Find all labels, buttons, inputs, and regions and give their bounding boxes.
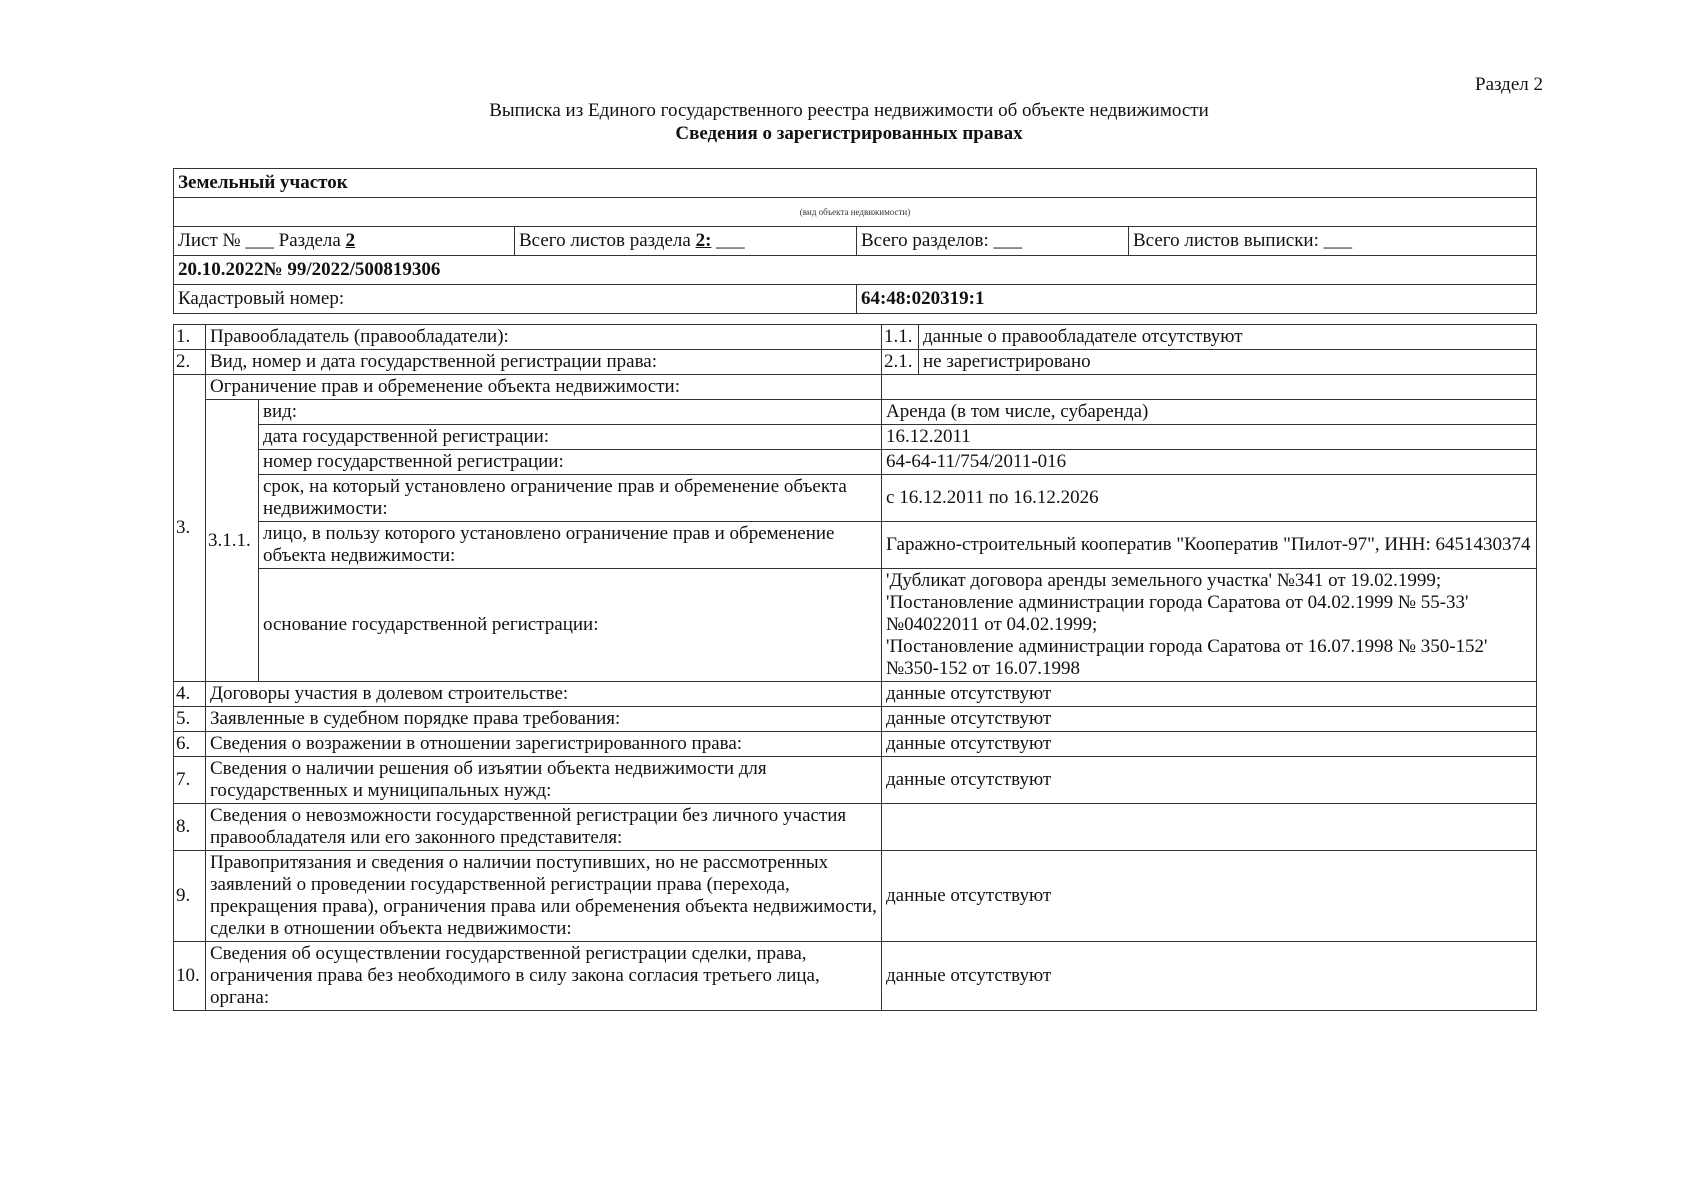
row-label: Договоры участия в долевом строительстве: (206, 682, 882, 707)
table-row (174, 475, 1537, 522)
row-value: данные отсутствуют (882, 757, 1537, 804)
table-row (174, 942, 1537, 1011)
date-number-row (174, 256, 1537, 285)
reg-number-value: 64-64-11/754/2011-016 (882, 450, 1537, 475)
sheet-number-label: Лист № ___ Раздела (178, 230, 341, 251)
reg-date-label: дата государственной регистрации: (259, 425, 882, 450)
object-type-caption: (вид объекта недвижимости) (174, 198, 1537, 227)
total-section-sheets-label: Всего листов раздела (519, 230, 691, 251)
row-label: Сведения об осуществлении государственной регистрации сделки, права, ограничения права без необходимого в силу закона согласия третьего лица, органа: (206, 942, 882, 1011)
basis-document-1: 'Дубликат договора аренды земельного участка' №341 от 19.02.1999; (886, 570, 1442, 591)
table-row (174, 425, 1537, 450)
section-number: 2 (345, 230, 356, 251)
row-label: Правообладатель (правообладатели): (206, 325, 882, 350)
total-sections: Всего разделов: ___ (857, 227, 1129, 256)
row-number: 7. (174, 757, 206, 804)
table-row (174, 350, 1537, 375)
reg-date-value: 16.12.2011 (882, 425, 1537, 450)
row-label: Сведения о возражении в отношении зарегистрированного права: (206, 732, 882, 757)
object-type-row (174, 169, 1537, 198)
term-value: с 16.12.2011 по 16.12.2026 (882, 475, 1537, 522)
table-row (174, 732, 1537, 757)
beneficiary-value: Гаражно-строительный кооператив "Кооператив "Пилот-97", ИНН: 6451430374 (882, 522, 1537, 569)
rights-table (173, 324, 1537, 1011)
row-label: Заявленные в судебном порядке права требования: (206, 707, 882, 732)
sheet-number-cell (174, 227, 515, 256)
table-row (174, 682, 1537, 707)
total-section-sheets-cell (515, 227, 857, 256)
row-subnumber: 2.1. (882, 350, 919, 375)
table-row (174, 450, 1537, 475)
table-row (174, 707, 1537, 732)
basis-document-3: 'Постановление администрации города Саратова от 16.07.1998 № 350-152' №350-152 от 16.07.1998 (886, 636, 1488, 679)
table-row (174, 375, 1537, 400)
row-number: 8. (174, 804, 206, 851)
row-number: 6. (174, 732, 206, 757)
section-label: Раздел 2 (1475, 74, 1543, 95)
row-value: данные отсутствуют (882, 851, 1537, 942)
encumbrance-kind-value: Аренда (в том числе, субаренда) (882, 400, 1537, 425)
row-subnumber: 1.1. (882, 325, 919, 350)
header-table (173, 168, 1537, 314)
row-number: 4. (174, 682, 206, 707)
total-section-sheets-blank: ___ (711, 230, 745, 251)
row-label: Правопритязания и сведения о наличии поступивших, но не рассмотренных заявлений о проведении государственной регистрации права (перехода, прекращения права), ограничения права или обременения объекта недвижимости, сделки в отношении объекта недвижимости: (206, 851, 882, 942)
row-number: 2. (174, 350, 206, 375)
row-label: Сведения о невозможности государственной регистрации без личного участия правообладателя или его законного представителя: (206, 804, 882, 851)
table-row (174, 325, 1537, 350)
row-value: данные отсутствуют (882, 707, 1537, 732)
row-number: 1. (174, 325, 206, 350)
row-value: не зарегистрировано (919, 350, 1537, 375)
row-value (882, 375, 1537, 400)
row-value: данные о правообладателе отсутствуют (919, 325, 1537, 350)
cadastral-row (174, 285, 1537, 314)
row-subnumber: 3.1.1. (206, 400, 259, 682)
row-number: 5. (174, 707, 206, 732)
document-title: Выписка из Единого государственного реестра недвижимости об объекте недвижимости (489, 100, 1209, 121)
table-row (174, 522, 1537, 569)
table-row (174, 804, 1537, 851)
row-value: данные отсутствуют (882, 732, 1537, 757)
total-section-sheets-number: 2: (695, 230, 712, 251)
row-value (882, 804, 1537, 851)
reg-number-label: номер государственной регистрации: (259, 450, 882, 475)
row-number: 10. (174, 942, 206, 1011)
row-label: Сведения о наличии решения об изъятии объекта недвижимости для государственных и муниципальных нужд: (206, 757, 882, 804)
basis-label: основание государственной регистрации: (259, 569, 882, 682)
row-value: данные отсутствуют (882, 682, 1537, 707)
row-number: 3. (174, 375, 206, 682)
table-row (174, 400, 1537, 425)
row-label: Вид, номер и дата государственной регистрации права: (206, 350, 882, 375)
sheet-info-row (174, 227, 1537, 256)
cadastral-value: 64:48:020319:1 (857, 285, 1537, 314)
document-subtitle: Сведения о зарегистрированных правах (675, 123, 1023, 144)
beneficiary-label: лицо, в пользу которого установлено ограничение прав и обременение объекта недвижимости: (259, 522, 882, 569)
row-label: Ограничение прав и обременение объекта недвижимости: (206, 375, 882, 400)
date-number: 20.10.2022№ 99/2022/500819306 (174, 256, 1537, 285)
row-value: данные отсутствуют (882, 942, 1537, 1011)
encumbrance-kind-label: вид: (259, 400, 882, 425)
total-extract-sheets: Всего листов выписки: ___ (1129, 227, 1537, 256)
table-row (174, 757, 1537, 804)
cadastral-label: Кадастровый номер: (174, 285, 857, 314)
basis-document-2: 'Постановление администрации города Саратова от 04.02.1999 № 55-33' №04022011 от 04.02.1999; (886, 592, 1469, 635)
document-header (0, 99, 1698, 145)
object-type: Земельный участок (174, 169, 1537, 198)
table-row (174, 851, 1537, 942)
object-type-caption-row (174, 198, 1537, 227)
basis-value (882, 569, 1537, 682)
table-row (174, 569, 1537, 682)
row-number: 9. (174, 851, 206, 942)
term-label: срок, на который установлено ограничение прав и обременение объекта недвижимости: (259, 475, 882, 522)
